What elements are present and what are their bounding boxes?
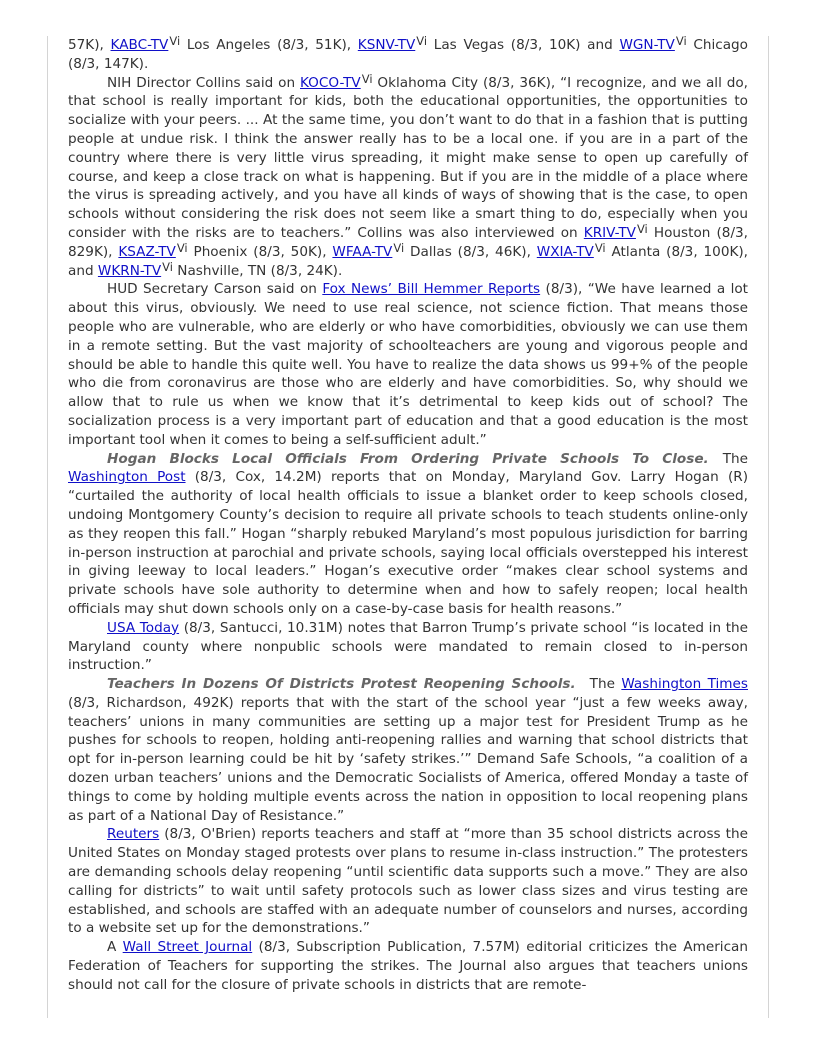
paragraph-reuters: Reuters (8/3, O'Brien) reports teachers and staff at “more than 35 school districts across the United States on Monday staged protests over plans to resume in-class instruction.” The protesters are demanding schools delay reopening “until scientific data supports such a move.” They are also calling for districts” to wait until safety protocols such as lower class sizes and virus testing are established, and schools are staffed with an adequate number of counselors and nurses, according to a website set up for the demonstrations.”: [68, 826, 748, 937]
link-reuters[interactable]: Reuters: [107, 826, 160, 843]
video-marker[interactable]: Vi: [169, 34, 181, 48]
left-margin-rule: [47, 36, 48, 1018]
link-wxia-tv[interactable]: WXIA-TV: [536, 243, 594, 260]
link-koco-tv[interactable]: KOCO-TV: [300, 74, 361, 91]
story-headline: Hogan Blocks Local Officials From Ordering Private Schools To Close.: [107, 450, 709, 467]
paragraph-collins: NIH Director Collins said on KOCO-$TV^{Vi}$ Oklahoma City (8/3, 36K), “I recognize, and we all do, that school is really important for kids, both the educational opportunities, the opportunities to socialize with your peers. ... At the same time, you don’t want to do that in a fashion that is putting people at undue risk. I think the answer really has to be a local one. if you are in a part of the country where there is very little virus spreading, it might make sense to open up carefully of course, and keep a close track on what is happening. But if you are in the middle of a place where the virus is spreading actively, and you have all kinds of ways of showing that is the case, to open schools without considering the risk does not seem like a smart thing to do, especially when you consider with the risks are to teachers.” Collins was also interviewed on KRIV-$TV^{Vi}$ Houston (8/3, 829K), KSAZ-$TV^{Vi}$ Phoenix (8/3, 50K), WFAA-$TV^{Vi}$ Dallas (8/3, 46K), WXIA-$TV^{Vi}$ Atlanta (8/3, 100K), and WKRN-$TV^{Vi}$ Nashville, TN (8/3, 24K).: [68, 71, 749, 279]
video-marker[interactable]: Vi: [393, 240, 405, 255]
video-marker[interactable]: Vi: [176, 240, 188, 255]
video-marker[interactable]: Vi: [361, 71, 373, 86]
link-fox-news[interactable]: Fox News’ Bill Hemmer Reports: [322, 281, 541, 298]
link-wfaa-tv[interactable]: WFAA-TV: [332, 243, 393, 260]
link-wgn-tv[interactable]: WGN-TV: [619, 37, 675, 53]
video-marker[interactable]: Vi: [416, 34, 428, 48]
link-kriv-tv[interactable]: KRIV-TV: [583, 224, 636, 241]
right-margin-rule: [768, 36, 769, 1018]
link-wall-street-journal[interactable]: Wall Street Journal: [122, 939, 253, 956]
link-wkrn-tv[interactable]: WKRN-TV: [97, 262, 162, 279]
link-usa-today[interactable]: USA Today: [107, 619, 180, 636]
link-ksnv-tv[interactable]: KSNV-TV: [357, 37, 416, 53]
video-marker[interactable]: Vi: [162, 259, 173, 274]
link-washington-times[interactable]: Washington Times: [621, 676, 748, 693]
link-ksaz-tv[interactable]: KSAZ-TV: [118, 243, 176, 260]
paragraph-station-list: 57K), KABC-$TV^{Vi}$ Los Angeles (8/3, 51K), KSNV-$TV^{Vi}$ Las Vegas (8/3, 10K) and WGN-$TV^{Vi}$ Chicago (8/3, 147K).: [68, 34, 748, 72]
link-washington-post[interactable]: Washington Post: [68, 469, 186, 486]
story-headline: Teachers In Dozens Of Districts Protest Reopening Schools.: [107, 676, 576, 693]
paragraph-hogan: Hogan Blocks Local Officials From Ordering Private Schools To Close. The Washington Post (8/3, Cox, 14.2M) reports that on Monday, Maryland Gov. Larry Hogan (R) “curtailed the authority of local health officials to issue a blanket order to keep schools closed, undoing Montgomery County’s decision to require all private schools to teach students online-only as they reopen this fall.” Hogan “sharply rebuked Maryland’s most populous jurisdiction for barring in-person instruction at parochial and private schools, saying local officials overstepped his interest in giving leeway to local leaders.” Hogan’s executive order “makes clear school systems and private schools have sole authority to determine when and how to safely reopen; local health officials may shut down schools only on a case-by-case basis for health reasons.”: [68, 450, 748, 617]
link-kabc-tv[interactable]: KABC-TV: [110, 37, 169, 53]
video-marker[interactable]: Vi: [594, 240, 606, 255]
news-article-body: [68, 36, 748, 995]
paragraph-carson: HUD Secretary Carson said on Fox News’ Bill Hemmer Reports (8/3), “We have learned a lot about this virus, obviously. We need to use real science, not science fiction. That means those people who are vulnerable, who are elderly or who have comorbidities, obviously we can use them in a remote setting. But the vast majority of schoolteachers are young and vigorous people and should be able to handle this quite well. You have to realize the data shows us 99+% of the people who die from coronavirus are those who are elderly and have comorbidities. So, why should we allow that to rule us when we know that it’s detrimental to keep kids out of school? The socialization process is a very important part of education and that a good education is the most important tool when it comes to being a self-sufficient adult.”: [68, 281, 748, 448]
video-marker[interactable]: Vi: [675, 34, 687, 48]
paragraph-usa-today: USA Today (8/3, Santucci, 10.31M) notes that Barron Trump’s private school “is located in the Maryland county where nonpublic schools were mandated to remain closed to in-person instruction.”: [68, 619, 749, 674]
video-marker[interactable]: Vi: [636, 221, 648, 236]
paragraph-teachers-protest: Teachers In Dozens Of Districts Protest Reopening Schools. The Washington Times (8/3, Richardson, 492K) reports that with the start of the school year “just a few weeks away, teachers’ unions in many communities are setting up a major test for President Trump as he pushes for schools to reopen, holding anti-reopening rallies and warning that school districts that opt for in-person learning could be hit by ‘safety strikes.’” Demand Safe Schools, “a coalition of a dozen urban teachers’ unions and the Democratic Socialists of America, offered Monday a taste of things to come by holding multiple events across the nation in opposition to local reopening plans as part of a National Day of Resistance.”: [68, 676, 748, 824]
paragraph-wsj: A Wall Street Journal (8/3, Subscription Publication, 7.57M) editorial criticizes the American Federation of Teachers for supporting the strikes. The Journal also argues that teachers unions should not call for the closure of private schools in districts that are remote-: [68, 939, 748, 993]
